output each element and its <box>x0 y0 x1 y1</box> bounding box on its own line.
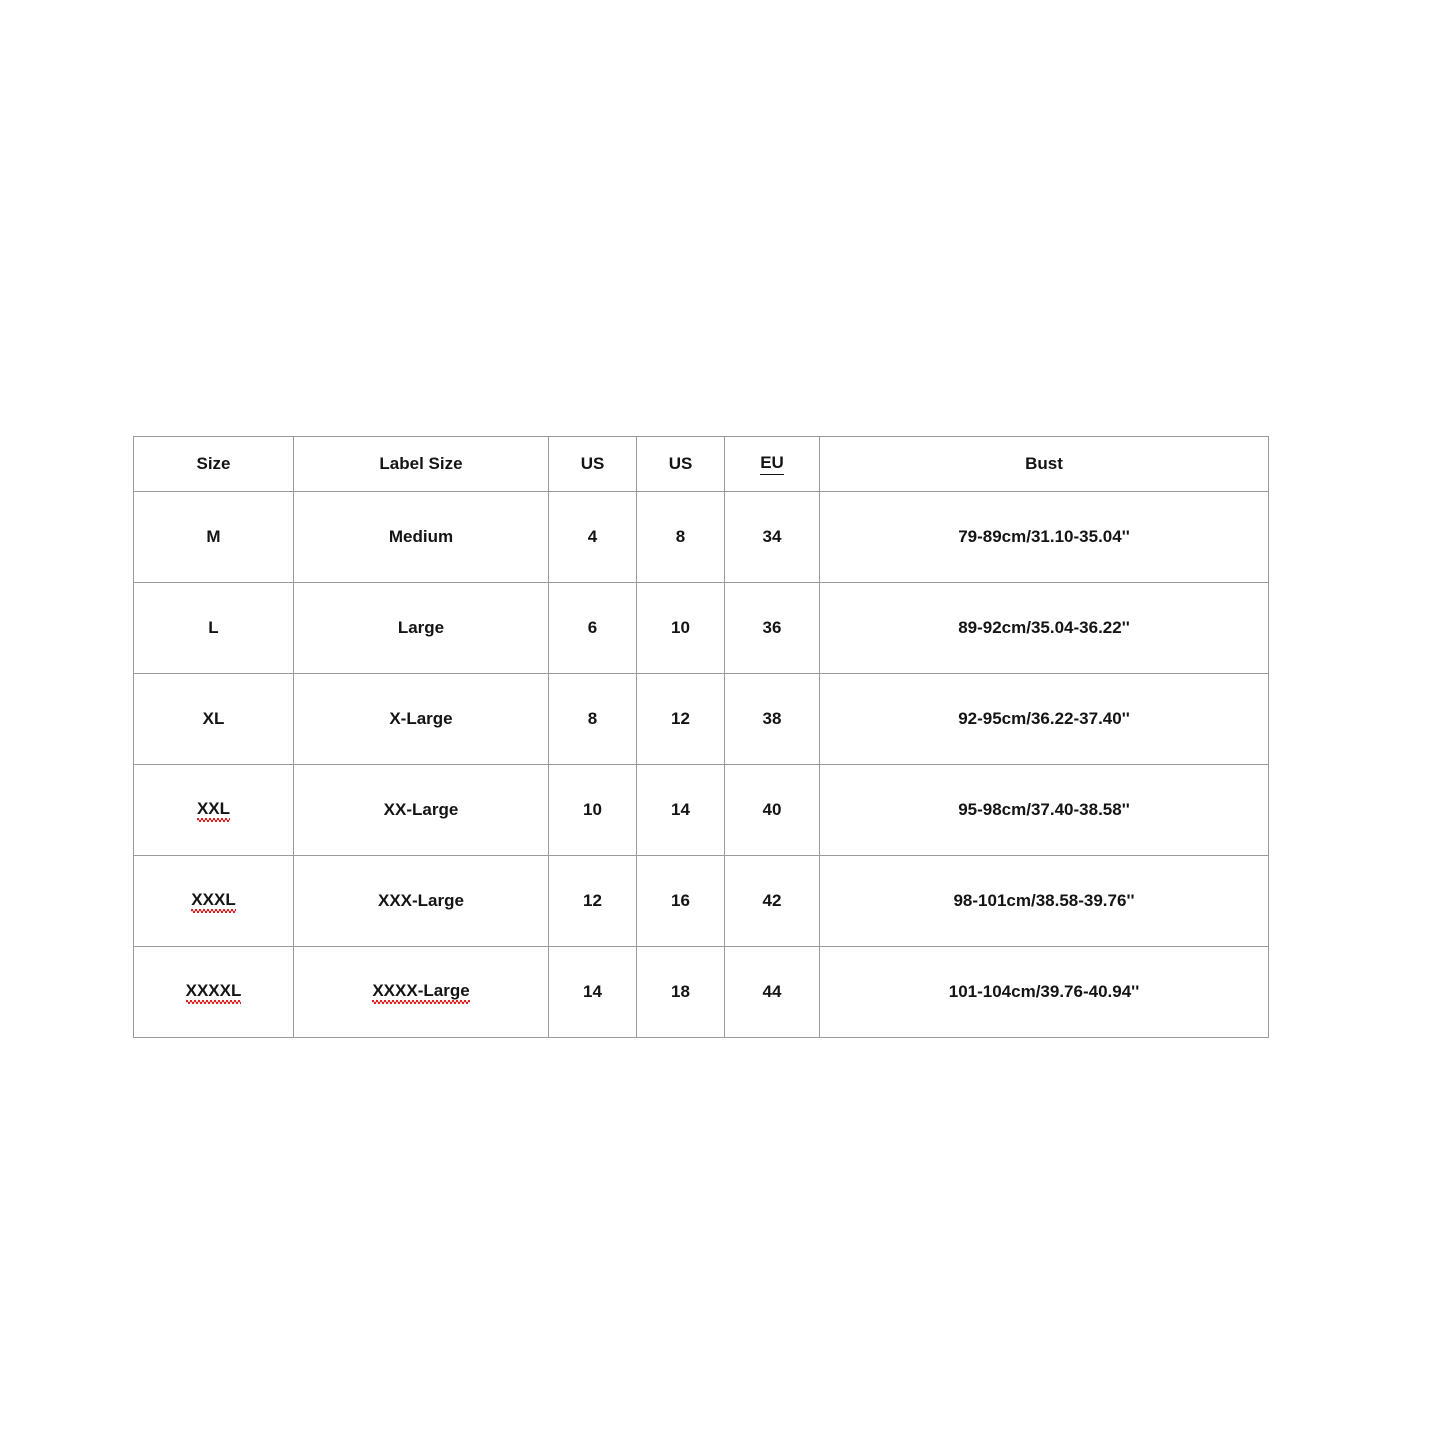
us-2-value: 10 <box>671 618 690 637</box>
eu-value: 42 <box>762 891 782 910</box>
cell-us-2 <box>637 674 725 765</box>
bust-value: 92-95cm/36.22-37.40'' <box>958 709 1130 728</box>
cell-label-size <box>294 765 549 856</box>
cell-eu <box>725 765 820 856</box>
bust-value: 95-98cm/37.40-38.58'' <box>958 800 1130 819</box>
column-header-us-2 <box>637 437 725 492</box>
eu-value: 40 <box>762 800 782 819</box>
us-1-value: 4 <box>587 527 598 546</box>
label-size-value: XX-Large <box>383 800 459 819</box>
cell-us-2 <box>637 947 725 1038</box>
label-size-value: Medium <box>388 527 454 546</box>
column-header-size <box>134 437 294 492</box>
cell-bust <box>820 765 1269 856</box>
cell-us-2 <box>637 492 725 583</box>
cell-us-1 <box>549 492 637 583</box>
table-header-row <box>134 437 1269 492</box>
size-value: XL <box>202 709 225 728</box>
label-size-value: X-Large <box>389 709 453 728</box>
table-header <box>134 437 1269 492</box>
size-value: M <box>206 527 221 546</box>
label-size-value: XXX-Large <box>378 891 464 910</box>
cell-label-size <box>294 947 549 1038</box>
us-2-value: 18 <box>671 982 690 1001</box>
cell-bust <box>820 492 1269 583</box>
cell-size <box>134 856 294 947</box>
eu-value: 44 <box>762 982 782 1001</box>
column-header-us-1 <box>549 437 637 492</box>
bust-value: 79-89cm/31.10-35.04'' <box>958 527 1130 546</box>
cell-eu <box>725 947 820 1038</box>
table-row <box>134 492 1269 583</box>
us-2-value: 8 <box>675 527 686 546</box>
cell-size <box>134 674 294 765</box>
cell-label-size <box>294 492 549 583</box>
cell-eu <box>725 674 820 765</box>
column-header-us-1-label: US <box>580 454 605 473</box>
table-row <box>134 947 1269 1038</box>
us-2-value: 12 <box>671 709 690 728</box>
us-1-value: 12 <box>583 891 602 910</box>
cell-us-1 <box>549 947 637 1038</box>
cell-size <box>134 583 294 674</box>
cell-us-2 <box>637 856 725 947</box>
us-1-value: 10 <box>583 800 602 819</box>
us-1-value: 8 <box>587 709 598 728</box>
cell-size <box>134 947 294 1038</box>
cell-us-1 <box>549 674 637 765</box>
cell-us-1 <box>549 583 637 674</box>
cell-size <box>134 765 294 856</box>
cell-eu <box>725 856 820 947</box>
size-chart-container <box>133 436 1268 1038</box>
cell-bust <box>820 947 1269 1038</box>
cell-label-size <box>294 856 549 947</box>
cell-eu <box>725 583 820 674</box>
eu-value: 38 <box>762 709 782 728</box>
cell-bust <box>820 856 1269 947</box>
label-size-value: XXXX-Large <box>372 981 469 1003</box>
size-value: L <box>208 618 219 637</box>
table-row <box>134 856 1269 947</box>
table-row <box>134 583 1269 674</box>
cell-label-size <box>294 583 549 674</box>
column-header-eu-label: EU <box>760 453 784 475</box>
size-value: XXXL <box>191 890 235 912</box>
column-header-bust <box>820 437 1269 492</box>
cell-us-2 <box>637 583 725 674</box>
cell-bust <box>820 583 1269 674</box>
column-header-label-size-label: Label Size <box>379 454 463 473</box>
table-row <box>134 765 1269 856</box>
column-header-label-size <box>294 437 549 492</box>
cell-label-size <box>294 674 549 765</box>
column-header-eu <box>725 437 820 492</box>
eu-value: 36 <box>762 618 782 637</box>
label-size-value: Large <box>397 618 445 637</box>
table-body <box>134 492 1269 1038</box>
bust-value: 101-104cm/39.76-40.94'' <box>948 982 1140 1001</box>
bust-value: 98-101cm/38.58-39.76'' <box>953 891 1135 910</box>
size-value: XXXXL <box>186 981 242 1003</box>
column-header-size-label: Size <box>196 454 231 473</box>
cell-size <box>134 492 294 583</box>
table-row <box>134 674 1269 765</box>
us-2-value: 14 <box>671 800 690 819</box>
column-header-us-2-label: US <box>668 454 693 473</box>
cell-bust <box>820 674 1269 765</box>
size-chart-table <box>133 436 1269 1038</box>
cell-us-1 <box>549 856 637 947</box>
cell-eu <box>725 492 820 583</box>
size-value: XXL <box>197 799 230 821</box>
cell-us-2 <box>637 765 725 856</box>
us-2-value: 16 <box>671 891 690 910</box>
eu-value: 34 <box>762 527 782 546</box>
us-1-value: 6 <box>587 618 598 637</box>
bust-value: 89-92cm/35.04-36.22'' <box>958 618 1130 637</box>
us-1-value: 14 <box>583 982 602 1001</box>
cell-us-1 <box>549 765 637 856</box>
column-header-bust-label: Bust <box>1025 454 1063 473</box>
